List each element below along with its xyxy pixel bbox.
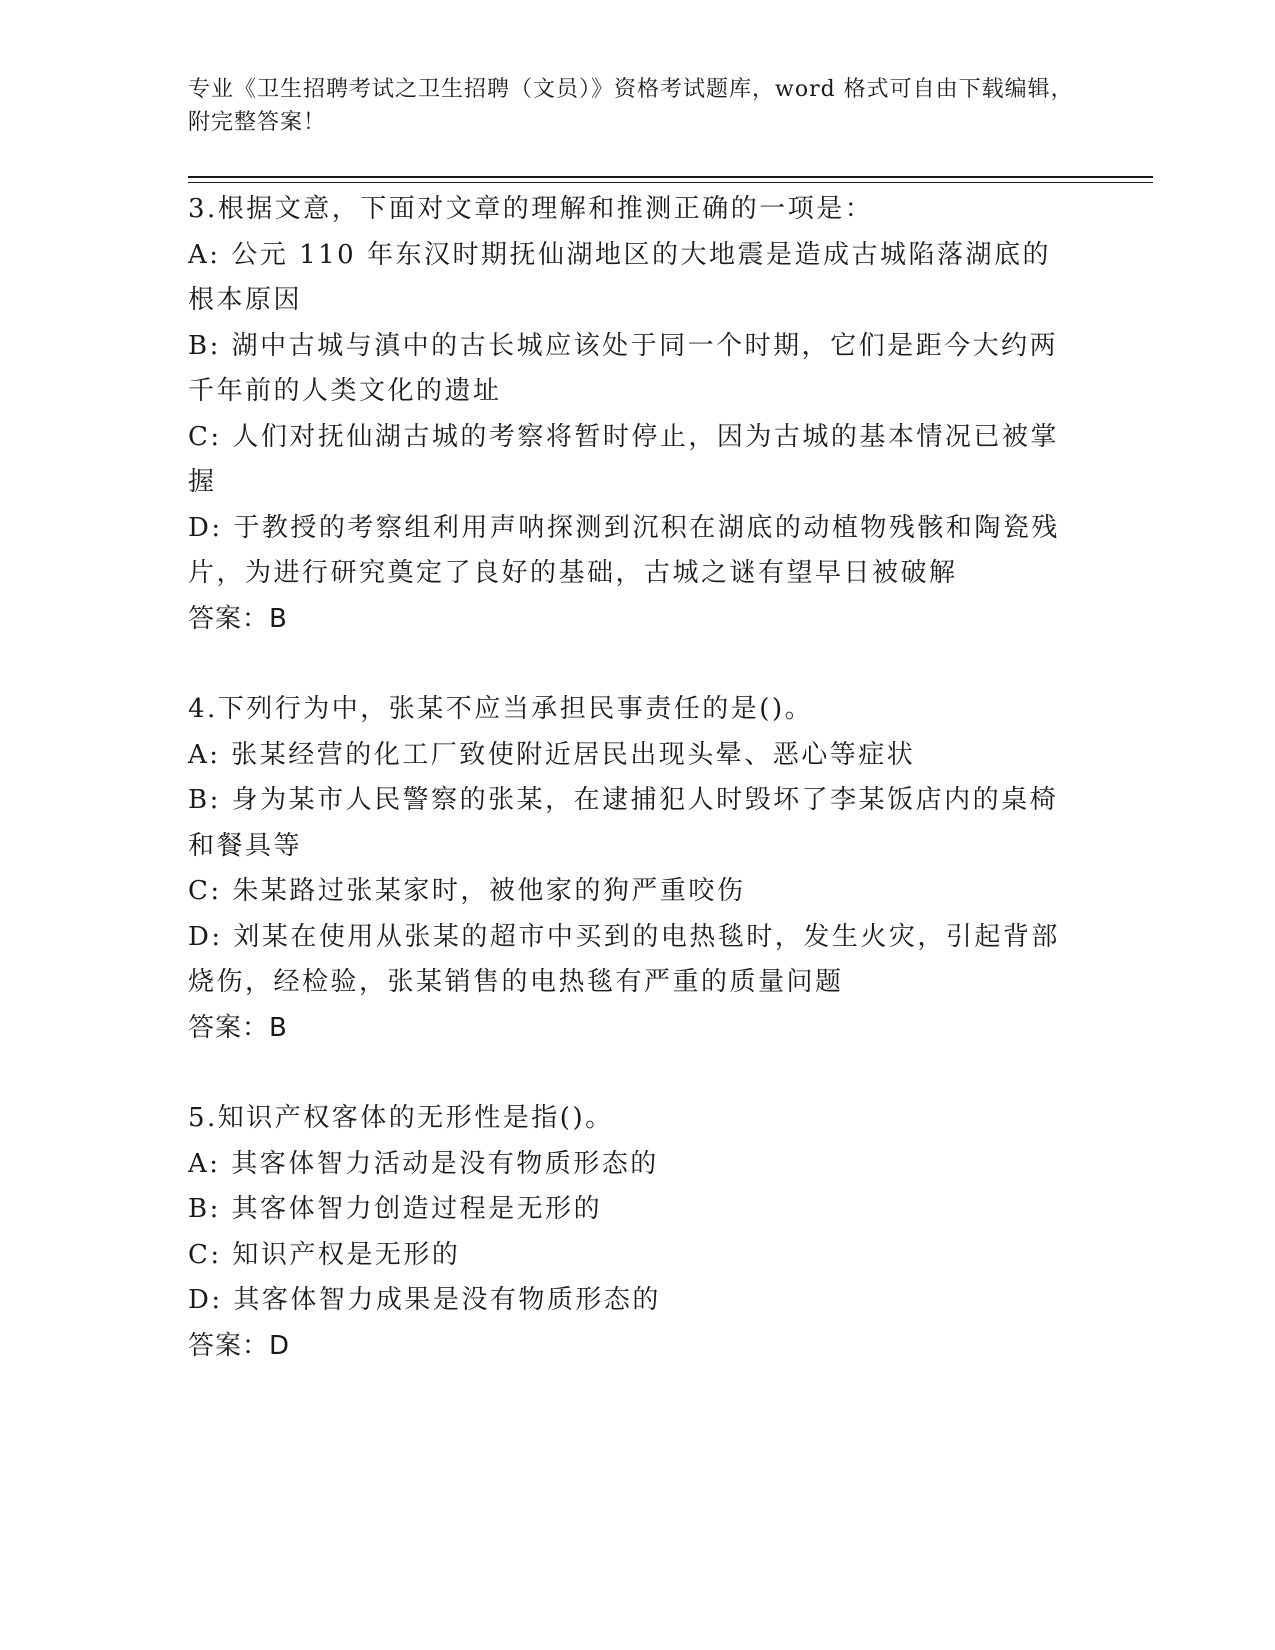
document-header: 专业《卫生招聘考试之卫生招聘（文员）》资格考试题库，word 格式可自由下载编辑，附完整答案！ — [188, 77, 1074, 135]
option-b: B: 湖中古城与滇中的古长城应该处于同一个时期，它们是距今大约两千年前的人类文化的遗址 — [188, 330, 1059, 406]
answer: 答案：B — [188, 603, 288, 634]
answer: 答案：D — [188, 1330, 291, 1361]
option-c: C: 知识产权是无形的 — [188, 1239, 461, 1270]
question-stem: 3.根据文意，下面对文章的理解和推测正确的一项是： — [188, 194, 874, 224]
option-c: C: 人们对抚仙湖古城的考察将暂时停止，因为古城的基本情况已被掌握 — [188, 421, 1059, 497]
option-b: B: 身为某市人民警察的张某，在逮捕犯人时毁坏了李某饭店内的桌椅和餐具等 — [188, 785, 1059, 861]
question-stem: 4.下列行为中，张某不应当承担民事责任的是()。 — [188, 694, 814, 724]
option-b: B: 其客体智力创造过程是无形的 — [188, 1194, 603, 1224]
question-stem: 5.知识产权客体的无形性是指()。 — [188, 1103, 614, 1133]
option-d: D: 于教授的考察组利用声呐探测到沉积在湖底的动植物残骸和陶瓷残片，为进行研究奠定了良好的基础，古城之谜有望早日被破解 — [188, 512, 1060, 588]
answer: 答案：B — [188, 1012, 288, 1043]
option-a: A: 张某经营的化工厂致使附近居民出现头晕、恶心等症状 — [188, 739, 916, 770]
question-5 — [188, 1096, 1068, 1369]
header-divider-thin — [188, 182, 1153, 183]
option-a: A: 公元 110 年东汉时期抚仙湖地区的大地震是造成古城陷落湖底的根本原因 — [188, 239, 1051, 315]
option-a: A: 其客体智力活动是没有物质形态的 — [188, 1148, 659, 1179]
question-4 — [188, 687, 1068, 1051]
option-d: D: 刘某在使用从张某的超市中买到的电热毯时，发生火灾，引起背部烧伤，经检验，张某销售的电热毯有严重的质量问题 — [188, 921, 1060, 997]
option-c: C: 朱某路过张某家时，被他家的狗严重咬伤 — [188, 876, 746, 906]
option-d: D: 其客体智力成果是没有物质形态的 — [188, 1285, 661, 1315]
question-list — [188, 187, 1068, 1414]
question-3 — [188, 187, 1068, 642]
header-divider-thick — [188, 176, 1153, 178]
